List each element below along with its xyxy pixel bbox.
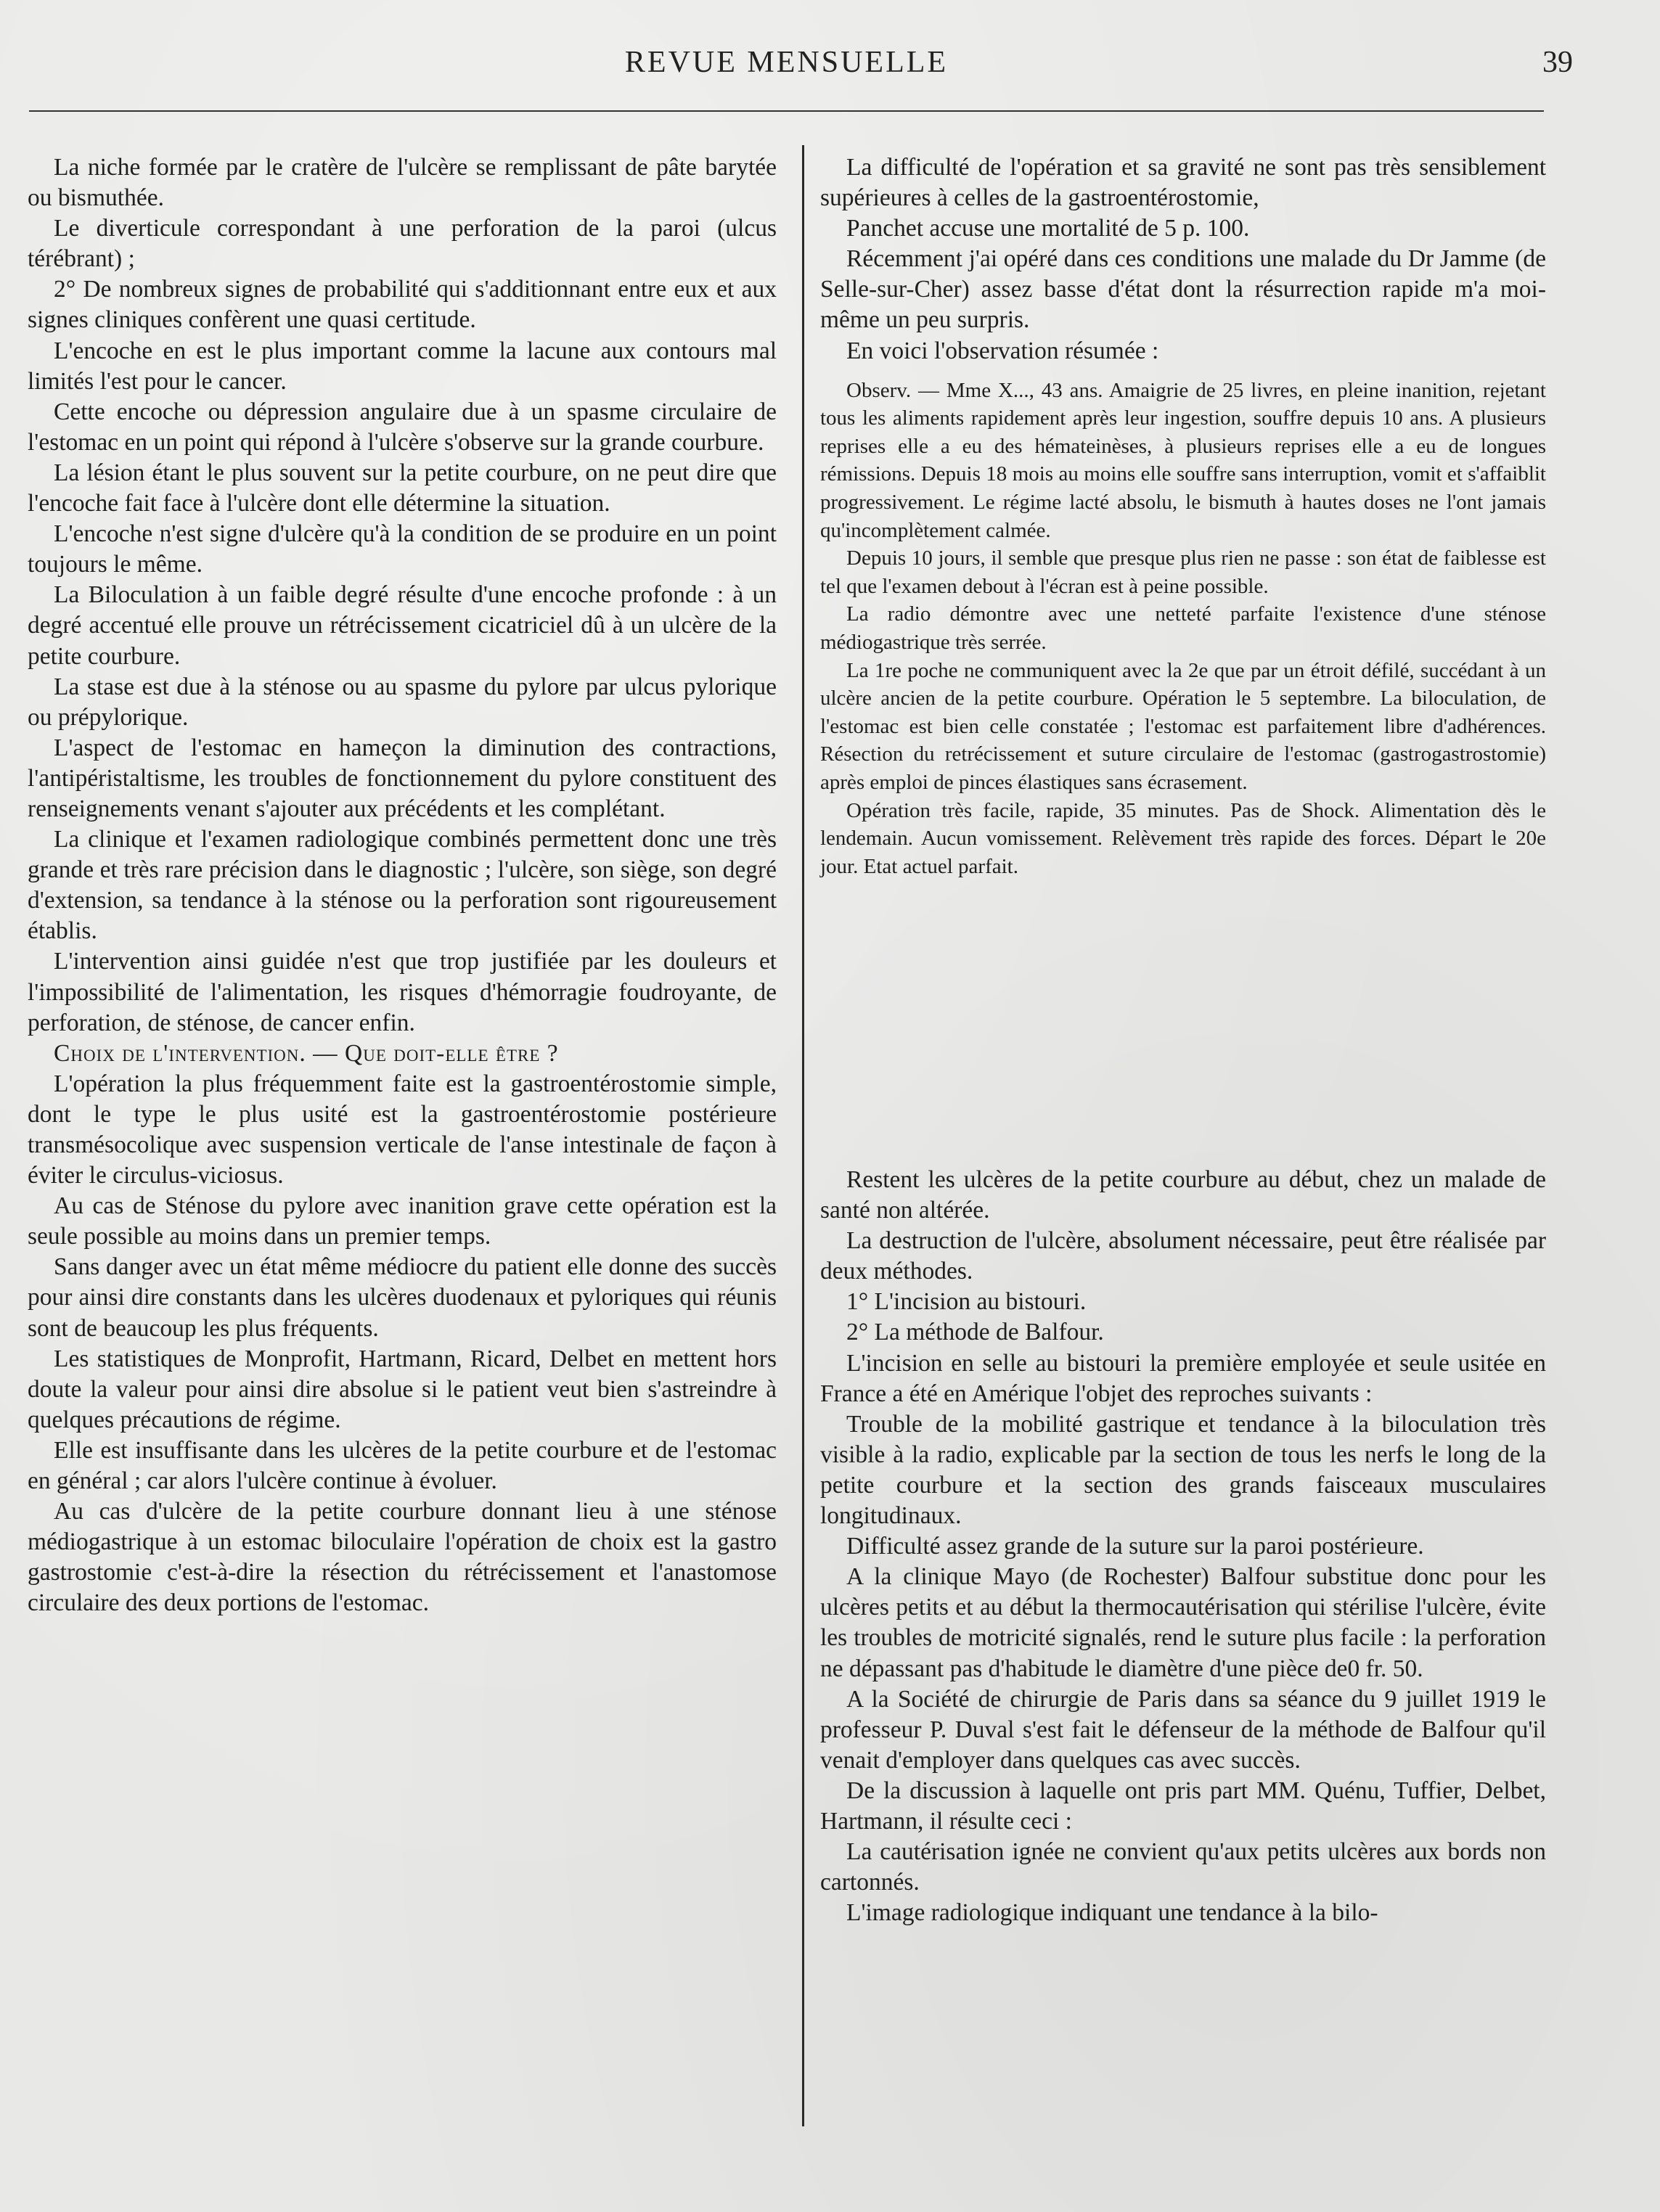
paragraph: La Biloculation à un faible degré résulte d'une encoche profonde : à un degré accentué elle prouve un rétrécissement cicatriciel dû à un ulcère de la petite courbure. (28, 581, 777, 670)
paragraph: En voici l'observation résumée : (846, 337, 1159, 364)
paragraph: La destruction de l'ulcère, absolument nécessaire, peut être réalisée par deux méthodes. (820, 1227, 1546, 1285)
paragraph: L'intervention ainsi guidée n'est que trop justifiée par les douleurs et l'impossibilité de l'alimentation, les risques d'hémorragie foudroyante, de perforation, de sténose, de cancer enfin. (28, 948, 777, 1036)
page-number: 39 (1542, 46, 1573, 79)
paragraph: Au cas de Sténose du pylore avec inanition grave cette opération est la seule possible au moins dans un premier temps. (28, 1192, 777, 1250)
paragraph: Difficulté assez grande de la suture sur la paroi postérieure. (846, 1533, 1424, 1560)
paragraph: A la Société de chirurgie de Paris dans sa séance du 9 juillet 1919 le professeur P. Duval s'est fait le défenseur de la méthode de Balfour qu'il venait d'employer dans quelques cas avec succès. (820, 1685, 1546, 1774)
header-rule (29, 110, 1544, 112)
right-column (820, 152, 1546, 880)
observation-paragraph: Opération très facile, rapide, 35 minutes. Pas de Shock. Alimentation dès le lendemain. Aucun vomissement. Relèvement très rapide des forces. Départ le 20e jour. Etat actuel parfait. (820, 798, 1546, 878)
paragraph: L'image radiologique indiquant une tendance à la bilo- (846, 1899, 1378, 1927)
paragraph: La clinique et l'examen radiologique combinés permettent donc une très grande et très rare précision dans le diagnostic ; l'ulcère, son siège, son degré d'extension, sa tendance à la sténose ou la perforation sont rigoureusement établis. (28, 826, 777, 945)
paragraph: Cette encoche ou dépression angulaire due à un spasme circulaire de l'estomac en un point qui répond à l'ulcère s'observe sur la grande courbure. (28, 398, 777, 456)
observation-paragraph: La 1re poche ne communiquent avec la 2e que par un étroit défilé, succédant à un ulcère ancien de la petite courbure. Opération le 5 septembre. La biloculation, de l'estomac est bien celle constatée ; l'estomac est parfaitement libre d'adhérences. Résection du retrécissement et suture circulaire de l'estomac (gastrogastrostomie) après emploi de pinces élastiques sans écrasement. (820, 658, 1546, 794)
paragraph: La lésion étant le plus souvent sur la petite courbure, on ne peut dire que l'encoche fait face à l'ulcère dont elle détermine la situation. (28, 459, 777, 517)
paragraph: Récemment j'ai opéré dans ces conditions une malade du Dr Jamme (de Selle-sur-Cher) assez basse d'état dont la résurrection rapide m'a moi-même un peu surpris. (820, 245, 1546, 334)
observation-paragraph: Observ. — Mme X..., 43 ans. Amaigrie de 25 livres, en pleine inanition, rejetant tous les aliments rapidement après leur ingestion, souffre depuis 10 ans. A plusieurs reprises elle a eu des hémateinèses, à plusieurs reprises elle a eu de longues rémissions. Depuis 18 mois au moins elle souffre sans interruption, vomit et s'affaiblit progressivement. Le régime lacté absolu, le bismuth à hautes doses ne l'ont jamais qu'incomplètement calmée. (820, 378, 1546, 542)
paragraph: 2° De nombreux signes de probabilité qui s'additionnant entre eux et aux signes cliniques confèrent une quasi certitude. (28, 276, 777, 334)
paragraph: L'encoche n'est signe d'ulcère qu'à la condition de se produire en un point toujours le même. (28, 520, 777, 578)
paragraph: Panchet accuse une mortalité de 5 p. 100. (846, 215, 1250, 242)
paragraph: Elle est insuffisante dans les ulcères de la petite courbure et de l'estomac en général ; car alors l'ulcère continue à évoluer. (28, 1436, 777, 1495)
left-column (28, 152, 777, 1619)
section-heading: Choix de l'intervention. — Que doit-elle être ? (54, 1039, 559, 1067)
column-divider (802, 145, 804, 2126)
paragraph: Restent les ulcères de la petite courbure au début, chez un malade de santé non altérée. (820, 1166, 1546, 1224)
paragraph: Les statistiques de Monprofit, Hartmann, Ricard, Delbet en mettent hors doute la valeur pour ainsi dire absolue si le patient veut bien s'astreindre à quelques précautions de régime. (28, 1345, 777, 1433)
observation-paragraph: La radio démontre avec une netteté parfaite l'existence d'une sténose médiogastrique très serrée. (820, 602, 1546, 654)
paragraph: Au cas d'ulcère de la petite courbure donnant lieu à une sténose médiogastrique à un estomac biloculaire l'opération de choix est la gastro gastrostomie c'est-à-dire la résection du rétrécissement et l'anastomose circulaire des deux portions de l'estomac. (28, 1498, 777, 1617)
paragraph: De la discussion à laquelle ont pris part MM. Quénu, Tuffier, Delbet, Hartmann, il résulte ceci : (820, 1777, 1546, 1835)
running-title: REVUE MENSUELLE (624, 46, 949, 79)
paragraph: L'incision en selle au bistouri la première employée et seule usitée en France a été en Amérique l'objet des reproches suivants : (820, 1349, 1546, 1407)
paragraph: Trouble de la mobilité gastrique et tendance à la biloculation très visible à la radio, explicable par la section de tous les nerfs le long de la petite courbure et la section des grands faisceaux musculaires longitudinaux. (820, 1410, 1546, 1530)
paragraph: La stase est due à la sténose ou au spasme du pylore par ulcus pylorique ou prépylorique. (28, 673, 777, 731)
paragraph: Le diverticule correspondant à une perforation de la paroi (ulcus térébrant) ; (28, 215, 777, 273)
observation-paragraph: Depuis 10 jours, il semble que presque plus rien ne passe : son état de faiblesse est tel que l'examen debout à l'écran est à peine possible. (820, 546, 1546, 598)
list-item: 2° La méthode de Balfour. (846, 1319, 1104, 1346)
paragraph: La difficulté de l'opération et sa gravité ne sont pas très sensiblement supérieures à celles de la gastroentérostomie, (820, 154, 1546, 212)
paragraph: L'aspect de l'estomac en hameçon la diminution des contractions, l'antipéristaltisme, les troubles de fonctionnement du pylore constituent des renseignements venant s'ajouter aux précédents et les complétant. (28, 734, 777, 822)
list-item: 1° L'incision au bistouri. (846, 1288, 1087, 1316)
page-header (29, 45, 1573, 96)
observation-block (820, 377, 1546, 881)
paragraph: Sans danger avec un état même médiocre du patient elle donne des succès pour ainsi dire constants dans les ulcères duodenaux et pyloriques qui réunis sont de beaucoup les plus fréquents. (28, 1253, 777, 1342)
right-column-lower (820, 1165, 1546, 1928)
paragraph: La niche formée par le cratère de l'ulcère se remplissant de pâte barytée ou bismuthée. (28, 154, 777, 212)
paragraph: L'opération la plus fréquemment faite est la gastroentérostomie simple, dont le type le plus usité est la gastroentérostomie postérieure transmésocolique avec suspension verticale de l'anse intestinale de façon à éviter le circulus-viciosus. (28, 1070, 777, 1189)
paragraph: A la clinique Mayo (de Rochester) Balfour substitue donc pour les ulcères petits et au début la thermocautérisation qui stérilise l'ulcère, évite les troubles de motricité signalés, rend le suture plus facile : la perforation ne dépassant pas d'habitude le diamètre d'une pièce de0 fr. 50. (820, 1563, 1546, 1682)
paragraph: L'encoche en est le plus important comme la lacune aux contours mal limités l'est pour le cancer. (28, 337, 777, 395)
paragraph: La cautérisation ignée ne convient qu'aux petits ulcères aux bords non cartonnés. (820, 1838, 1546, 1896)
